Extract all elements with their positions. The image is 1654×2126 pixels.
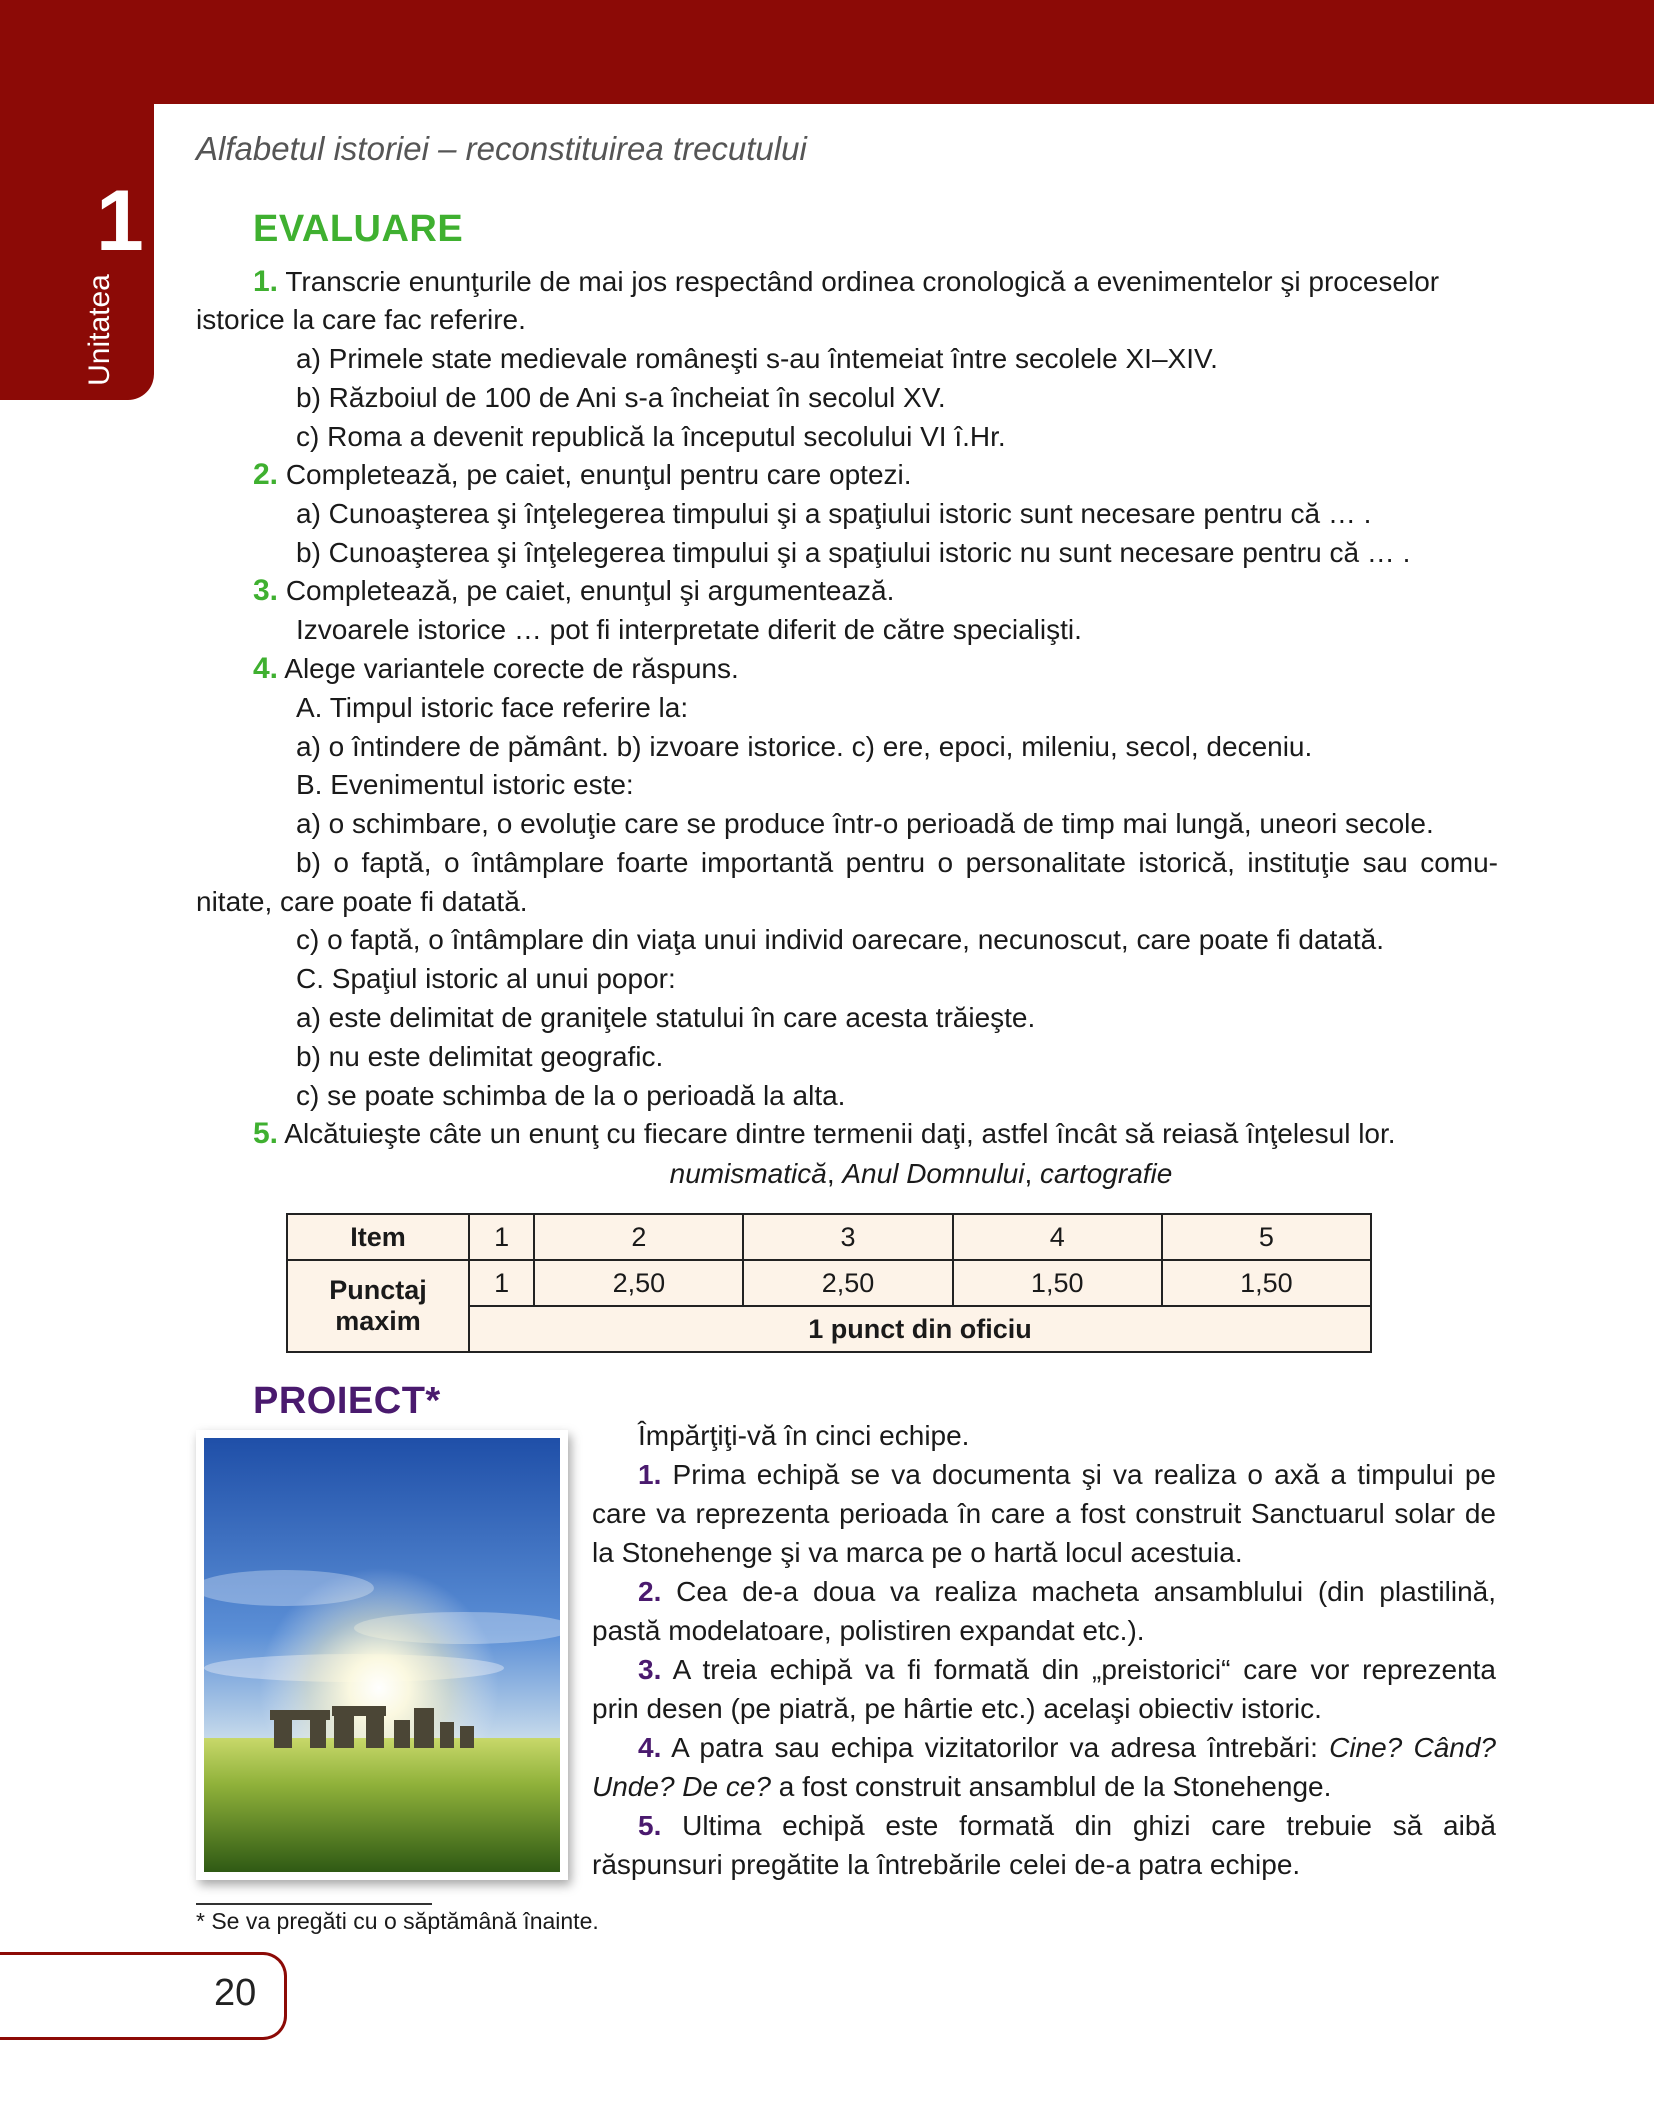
item-cell: 2 [534,1214,743,1260]
p2-number: 2. [638,1576,662,1607]
p4-number: 4. [638,1732,662,1763]
q2-option-a: a) Cunoaşterea şi înţelegerea timpului şi a spaţiului istoric sunt necesare pentru că … . [296,498,1372,529]
term-numismatica: numismatică [669,1158,827,1189]
q2-number: 2. [253,458,279,491]
points-cell: 2,50 [534,1260,743,1306]
q5-terms [196,1156,1646,1192]
item-cell: 4 [953,1214,1162,1260]
p2-line1 [638,1574,1496,1610]
points-header: Punctaj maxim [287,1260,469,1352]
q4-B: B. Evenimentul istoric este: [296,769,634,800]
p2-line2: pastă modelatoare, polistiren expandat etc.). [592,1615,1145,1646]
q5-number: 5. [253,1117,279,1150]
q3-line [253,573,894,609]
p4-text: A patra sau echipa vizitatorilor va adresa întrebări: [671,1732,1330,1763]
p4-questions-cont: Unde? De ce? [592,1771,772,1802]
p5-text: Ultima echipă este formată din ghizi care trebuie să aibă [682,1810,1496,1841]
footnote-divider [196,1903,432,1905]
q2-line [253,457,912,493]
top-banner [152,0,1654,104]
q1-line1 [253,264,1439,300]
q4-B-a: a) o schimbare, o evoluţie care se produce într-o perioadă de timp mai lungă, uneori secole. [296,808,1434,839]
proiect-heading: PROIECT* [253,1380,441,1422]
p3-number: 3. [638,1654,662,1685]
p5-line2: răspunsuri pregătite la întrebările celei de-a patra echipe. [592,1849,1301,1880]
p1-line2: care va reprezenta perioada în care a fost construit Sanctuarul solar de [592,1498,1496,1529]
item-cell: 1 [469,1214,534,1260]
q4-C-b: b) nu este delimitat geografic. [296,1041,664,1072]
term-separator: , [826,1158,843,1189]
p1-line1 [638,1457,1496,1493]
q4-C-a: a) este delimitat de graniţele statului în care acesta trăieşte. [296,1002,1036,1033]
q2-text: Completează, pe caiet, enunţul pentru care optezi. [285,459,912,490]
stonehenge-image [204,1438,560,1872]
p5-line1 [638,1808,1496,1844]
q3-statement: Izvoarele istorice … pot fi interpretate diferit de către specialişti. [296,614,1082,645]
q2-option-b: b) Cunoaşterea şi înţelegerea timpului şi a spaţiului istoric nu sunt necesare pentru că … . [296,537,1411,568]
running-title: Alfabetul istoriei – reconstituirea trecutului [196,130,807,167]
q4-B-b-line1: b) o faptă, o întâmplare foarte importantă pentru o personalitate istorică, instituţie sau comu- [296,847,1498,878]
footnote: * Se va pregăti cu o săptămână înainte. [196,1908,599,1934]
p2-text: Cea de-a doua va realiza macheta ansamblului (din plastilină, [676,1576,1497,1607]
q4-B-b-line2: nitate, care poate fi datată. [196,886,528,917]
item-cell: 3 [743,1214,952,1260]
q4-line [253,651,739,687]
q1-text: Transcrie enunţurile de mai jos respectând ordinea cronologică a evenimentelor şi proceselor [285,266,1440,297]
points-cell: 1 [469,1260,534,1306]
q4-B-c: c) o faptă, o întâmplare din viaţa unui individ oarecare, necunoscut, care poate fi datată. [296,924,1384,955]
table-row [287,1214,1371,1260]
q1-line2: istorice la care fac referire. [196,304,526,335]
q3-number: 3. [253,574,279,607]
p4-line2 [592,1769,1331,1805]
p1-text: Prima echipă se va documenta şi va realiza o axă a timpului pe [672,1459,1496,1490]
proiect-intro: Împărţiţi-vă în cinci echipe. [638,1420,970,1451]
q1-option-c: c) Roma a devenit republică la începutul secolului VI î.Hr. [296,421,1006,452]
p4-line1 [638,1730,1496,1766]
unit-number: 1 [96,173,144,269]
q4-number: 4. [253,652,279,685]
evaluare-heading: EVALUARE [253,208,464,250]
item-header: Item [287,1214,469,1260]
page-number: 20 [214,1972,257,2014]
term-anul-domnului: Anul Domnului [842,1158,1025,1189]
q5-text: Alcătuieşte câte un enunţ cu fiecare dintre termenii daţi, astfel încât să reiasă înţelesul lor. [284,1118,1396,1149]
q4-C: C. Spaţiul istoric al unui popor: [296,963,676,994]
p1-number: 1. [638,1459,662,1490]
p3-line2: prin desen (pe piatră, pe hârtie etc.) acelaşi obiectiv istoric. [592,1693,1322,1724]
q3-text: Completează, pe caiet, enunţul şi argumentează. [285,575,895,606]
unit-tab [0,0,154,400]
term-cartografie: cartografie [1040,1158,1173,1189]
p4-questions: Cine? Când? [1329,1732,1497,1763]
p5-number: 5. [638,1810,662,1841]
q4-C-c: c) se poate schimba de la o perioadă la alta. [296,1080,846,1111]
q5-line [253,1116,1396,1152]
item-cell: 5 [1162,1214,1371,1260]
p1-line3: la Stonehenge şi va marca pe o hartă locul acestuia. [592,1537,1243,1568]
q1-option-b: b) Războiul de 100 de Ani s-a încheiat în secolul XV. [296,382,946,413]
q4-A-options: a) o întindere de pământ. b) izvoare istorice. c) ere, epoci, mileniu, secol, deceniu. [296,731,1313,762]
points-cell: 1,50 [1162,1260,1371,1306]
term-separator: , [1024,1158,1041,1189]
p4-text-cont: a fost construit ansamblul de la Stonehenge. [771,1771,1332,1802]
q4-A: A. Timpul istoric face referire la: [296,692,689,723]
q4-text: Alege variantele corecte de răspuns. [284,653,739,684]
bonus-cell: 1 punct din oficiu [469,1306,1371,1352]
score-table [286,1213,1372,1353]
stonehenge-photo [196,1430,568,1880]
p3-line1 [638,1652,1496,1688]
p3-text: A treia echipă va fi formată din „preistorici“ care vor reprezenta [672,1654,1496,1685]
q1-option-a: a) Primele state medievale româneşti s-au întemeiat între secolele XI–XIV. [296,343,1218,374]
q1-number: 1. [253,265,279,298]
unit-label: Unitatea [83,274,116,386]
points-cell: 1,50 [953,1260,1162,1306]
table-row [287,1260,1371,1306]
points-cell: 2,50 [743,1260,952,1306]
